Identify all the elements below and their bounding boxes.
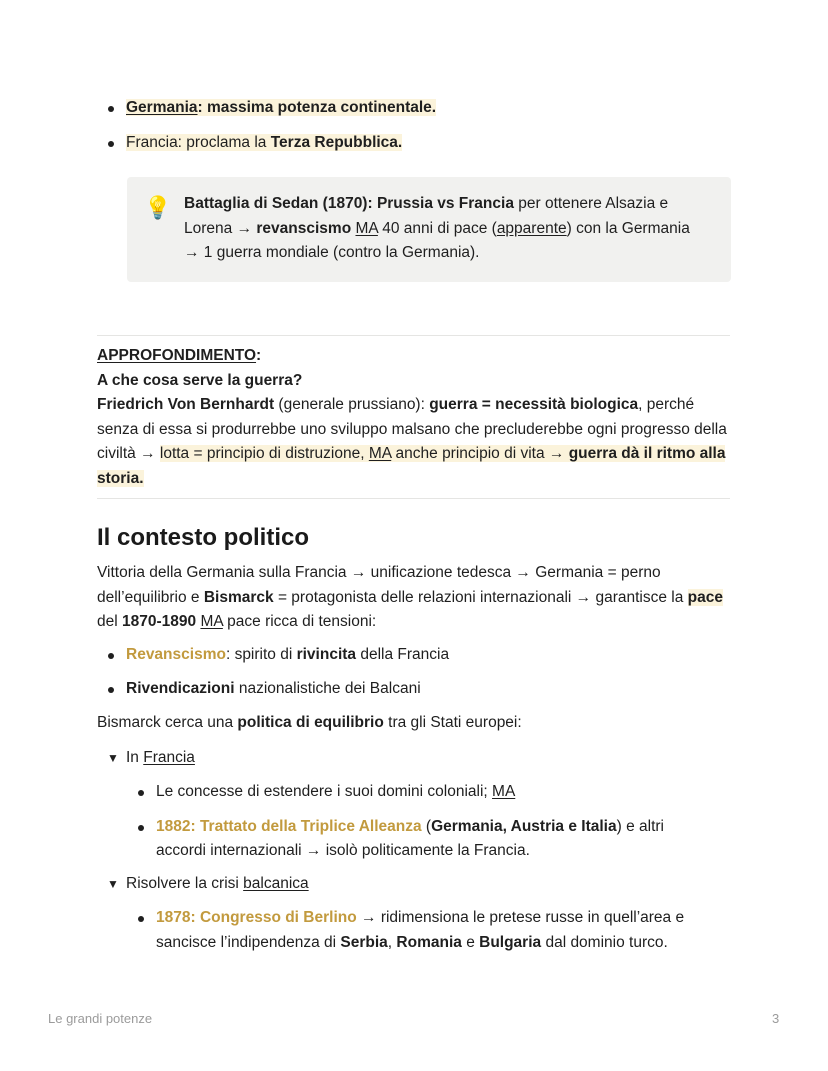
- intro-years: 1870-1890: [122, 613, 197, 630]
- callout-bold-title: Battaglia di Sedan (1870): Prussia vs Francia: [184, 195, 514, 212]
- eq-t1: Bismarck cerca una: [97, 714, 238, 731]
- footer-title: Le grandi potenze: [48, 1011, 153, 1026]
- ber-t2: ,: [387, 933, 397, 951]
- top-bullet-list: [97, 96, 730, 155]
- callout-text: [184, 192, 709, 266]
- approf-t2: , perché senza di essa si produrrebbe uno sviluppo malsano che precluderebbe ogni progresso della civiltà →: [97, 396, 727, 462]
- intro-ma: MA: [200, 613, 223, 630]
- intro-paragraph: [97, 561, 730, 635]
- question-text: A che cosa serve la guerra?: [97, 371, 303, 389]
- bullet-germania: [97, 96, 730, 121]
- divider-bottom: [97, 498, 730, 499]
- toggle1-prefix: In: [126, 749, 144, 766]
- berlino-term: 1878: Congresso di Berlino: [156, 909, 357, 926]
- approf-ma: MA: [368, 445, 392, 462]
- approfondimento-label: APPROFONDIMENTO: [97, 347, 257, 364]
- callout-apparente: apparente: [496, 219, 567, 237]
- eq-t2: tra gli Stati europei:: [383, 714, 522, 731]
- callout-t4: ) con la Germania → 1 guerra mondiale (contro la Germania).: [184, 219, 690, 261]
- riv-bold: Rivendicazioni: [126, 679, 235, 697]
- rev-t2: della Francia: [356, 646, 450, 663]
- tri-bold: Germania, Austria e Italia: [431, 817, 617, 835]
- intro-t3: del: [97, 613, 122, 630]
- rev-t1: : spirito di: [225, 646, 297, 663]
- balcanica-link[interactable]: balcanica: [243, 875, 309, 892]
- callout-revanscismo: revanscismo: [256, 219, 352, 237]
- eq-bold: politica di equilibrio: [237, 714, 384, 731]
- approfondimento-heading: [97, 344, 730, 369]
- toggle1-list: [127, 780, 707, 864]
- ber-romania: Romania: [396, 933, 462, 951]
- toggle2-item-berlino: [127, 906, 707, 955]
- footer-page-number: 3: [772, 1011, 780, 1026]
- ber-t4: dal dominio turco.: [541, 933, 668, 951]
- tri-t1: (: [421, 817, 432, 835]
- toggle-triangle-icon[interactable]: ▼: [107, 877, 119, 891]
- divider-top: [97, 335, 730, 336]
- approfondimento-body: [97, 393, 730, 491]
- toggle-francia[interactable]: [107, 746, 195, 771]
- toggle1-item-triplice: [127, 815, 707, 864]
- germania-link[interactable]: Germania: [126, 99, 198, 116]
- francia-bold: Terza Repubblica.: [270, 133, 403, 151]
- approf-hl-bold: guerra dà il ritmo alla storia.: [97, 445, 726, 487]
- section-title: Il contesto politico: [97, 524, 310, 551]
- bullet-francia: [97, 131, 730, 156]
- intro-t1: Vittoria della Germania sulla Francia → unificazione tedesca → Germania = perno dell’equilibrio e: [97, 564, 661, 606]
- bullet-revanscismo: [97, 643, 730, 668]
- intro-bismarck: Bismarck: [203, 588, 274, 606]
- approfondimento-question: [97, 369, 730, 394]
- approfondimento-colon: :: [256, 347, 262, 364]
- toggle-balcanica[interactable]: [107, 872, 309, 897]
- germania-text: : massima potenza continentale.: [197, 99, 437, 116]
- toggle-triangle-icon[interactable]: ▼: [107, 751, 119, 765]
- equilibrio-paragraph: [97, 711, 730, 736]
- approf-hl1: lotta = principio di distruzione,: [159, 445, 369, 462]
- revanscismo-term: Revanscismo: [126, 646, 226, 663]
- tri-t2: ) e altri accordi internazionali → isolò politicamente la Francia.: [156, 817, 664, 859]
- col-t1: Le concesse di estendere i suoi domini coloniali;: [156, 783, 493, 800]
- triplice-term: 1882: Trattato della Triplice Alleanza: [156, 817, 422, 835]
- approfondimento-block: [97, 344, 730, 491]
- ber-t3: e: [461, 933, 480, 951]
- bullet-rivendicazioni: [97, 677, 730, 702]
- col-ma: MA: [492, 783, 516, 800]
- ber-t1: → ridimensiona le pretese russe in quell’area e sancisce l’indipendenza di: [156, 909, 685, 951]
- callout-t1: per ottenere Alsazia e Lorena →: [184, 195, 669, 237]
- riv-t1: nazionalistiche dei Balcani: [234, 679, 421, 697]
- francia-text: Francia: proclama la: [126, 133, 271, 151]
- approf-bold1: guerra = necessità biologica: [429, 396, 639, 413]
- intro-t2: = protagonista delle relazioni internazionali → garantisce la: [273, 588, 688, 606]
- lightbulb-icon: 💡: [144, 195, 172, 220]
- approf-hl2: anche principio di vita →: [391, 445, 569, 462]
- callout-t3: 40 anni di pace (: [377, 219, 497, 237]
- ber-bulgaria: Bulgaria: [479, 933, 542, 951]
- author-name: Friedrich Von Bernhardt: [97, 396, 275, 413]
- callout-ma: MA: [355, 219, 378, 237]
- toggle2-list: [127, 906, 707, 955]
- rev-bold: rivincita: [296, 646, 357, 663]
- intro-pace: pace: [687, 588, 723, 606]
- ber-serbia: Serbia: [340, 933, 388, 951]
- intro-t5: pace ricca di tensioni:: [222, 613, 377, 630]
- toggle1-item-coloniali: [127, 780, 707, 805]
- sedan-callout: [127, 177, 731, 282]
- toggle2-prefix: Risolvere la crisi: [126, 875, 244, 892]
- approf-t1: (generale prussiano):: [274, 396, 430, 413]
- francia-link[interactable]: Francia: [143, 749, 195, 766]
- tension-bullets: [97, 643, 730, 701]
